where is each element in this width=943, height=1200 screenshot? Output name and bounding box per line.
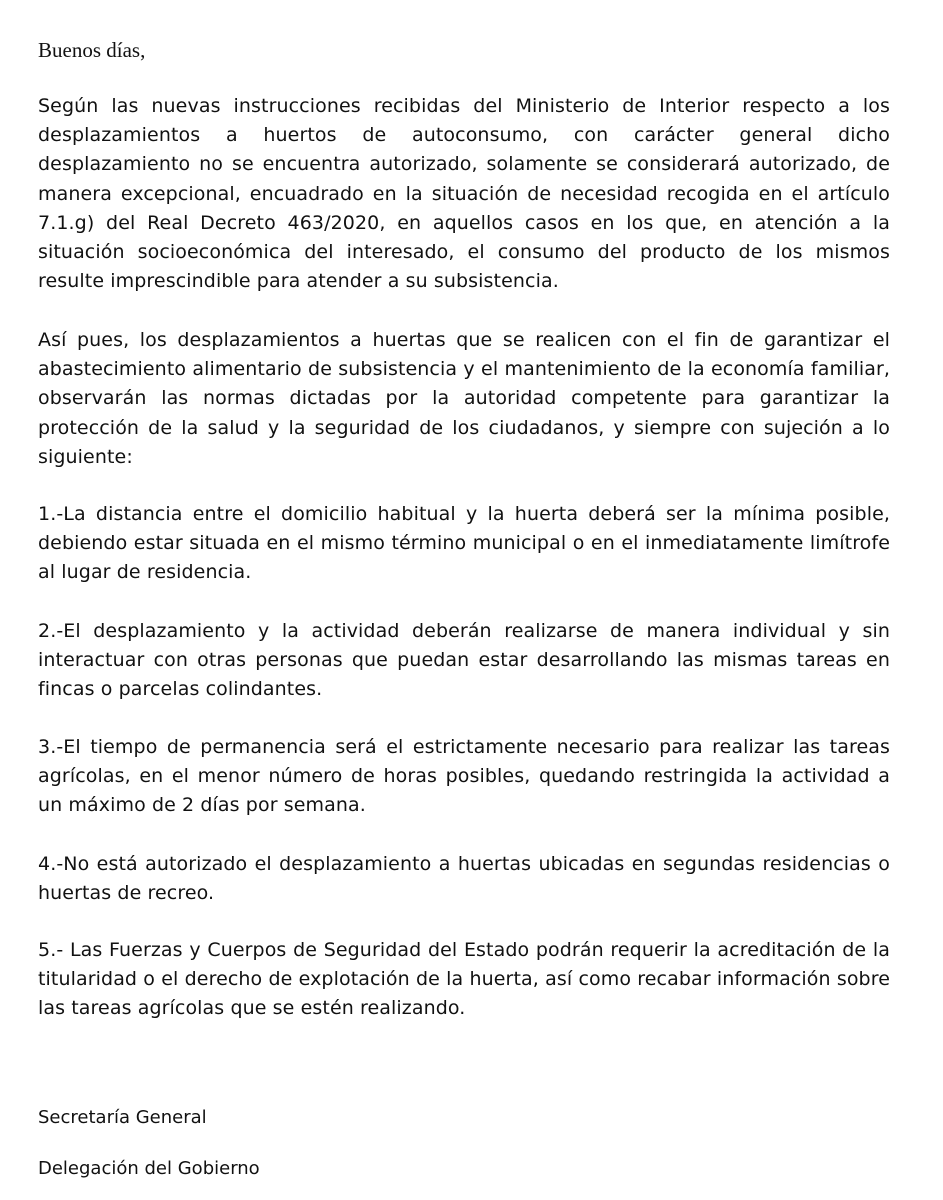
rule-3: 3.-El tiempo de permanencia será el estrictamente necesario para realizar las tareas agrícolas, en el menor número de horas posibles, quedando restringida la actividad a un máximo de 2 días por semana. bbox=[38, 736, 890, 817]
rule-2: 2.-El desplazamiento y la actividad deberán realizarse de manera individual y sin interactuar con otras personas que puedan estar desarrollando las mismas tareas en fincas o parcelas colindantes. bbox=[38, 620, 890, 701]
paragraph-conditions: Así pues, los desplazamientos a huertas que se realicen con el fin de garantizar el abastecimiento alimentario de subsistencia y el mantenimiento de la economía familiar, observarán las normas dictadas por la autoridad competente para garantizar la protección de la salud y la seguridad de los ciudadanos, y siempre con sujeción a lo siguiente: bbox=[38, 329, 890, 468]
greeting: Buenos días, bbox=[38, 38, 146, 62]
signature-line-2: Delegación del Gobierno bbox=[38, 1158, 260, 1179]
rule-1: 1.-La distancia entre el domicilio habitual y la huerta deberá ser la mínima posible, debiendo estar situada en el mismo término municipal o en el inmediatamente limítrofe al lugar de residencia. bbox=[38, 503, 890, 584]
rule-4: 4.-No está autorizado el desplazamiento a huertas ubicadas en segundas residencias o huertas de recreo. bbox=[38, 853, 890, 905]
signature-line-1: Secretaría General bbox=[38, 1107, 207, 1128]
paragraph-intro: Según las nuevas instrucciones recibidas del Ministerio de Interior respecto a los desplazamientos a huertos de autoconsumo, con carácter general dicho desplazamiento no se encuentra autorizado, solamente se considerará autorizado, de manera excepcional, encuadrado en la situación de necesidad recogida en el artículo 7.1.g) del Real Decreto 463/2020, en aquellos casos en los que, en atención a la situación socioeconómica del interesado, el consumo del producto de los mismos resulte imprescindible para atender a su subsistencia. bbox=[38, 95, 890, 293]
rule-5: 5.- Las Fuerzas y Cuerpos de Seguridad del Estado podrán requerir la acreditación de la titularidad o el derecho de explotación de la huerta, así como recabar información sobre las tareas agrícolas que se estén realizando. bbox=[38, 939, 890, 1020]
